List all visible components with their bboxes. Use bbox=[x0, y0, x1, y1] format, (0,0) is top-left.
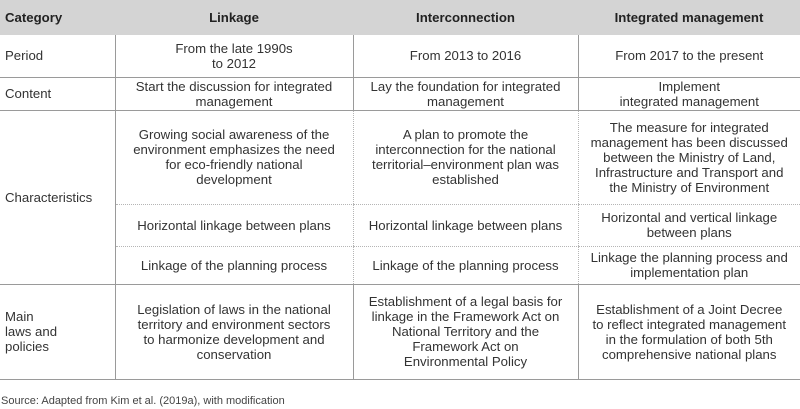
table-row bbox=[0, 77, 800, 110]
table-row bbox=[0, 284, 800, 379]
cell-content-interconnection: Lay the foundation for integrated management bbox=[353, 77, 578, 110]
header-interconnection: Interconnection bbox=[416, 10, 515, 25]
cell-period-integrated: From 2017 to the present bbox=[578, 35, 800, 77]
table-row bbox=[0, 204, 800, 246]
row-label-period: Period bbox=[0, 35, 115, 77]
cell-characteristics-interconnection: A plan to promote the interconnection for the national territorial–environment plan was established bbox=[353, 110, 578, 204]
cell-laws-interconnection: Establishment of a legal basis for linkage in the Framework Act on National Territory and the Framework Act on Environmental Policy bbox=[353, 284, 578, 379]
cell-characteristics-integrated: Horizontal and vertical linkage between plans bbox=[578, 204, 800, 246]
cell-characteristics-interconnection: Horizontal linkage between plans bbox=[353, 204, 578, 246]
header-integrated-management: Integrated management bbox=[614, 10, 764, 25]
header-linkage: Linkage bbox=[209, 10, 259, 25]
source-note: Source: Adapted from Kim et al. (2019a), with modification bbox=[1, 395, 285, 407]
cell-characteristics-interconnection: Linkage of the planning process bbox=[353, 246, 578, 284]
row-label-content: Content bbox=[0, 77, 115, 110]
header-row bbox=[0, 0, 800, 35]
header-category: Category bbox=[5, 10, 63, 25]
cell-content-integrated: Implement integrated management bbox=[578, 77, 800, 110]
row-label-laws: Main laws and policies bbox=[0, 284, 115, 379]
table-row bbox=[0, 246, 800, 284]
table-row bbox=[0, 35, 800, 77]
cell-period-interconnection: From 2013 to 2016 bbox=[353, 35, 578, 77]
cell-characteristics-linkage: Growing social awareness of the environment emphasizes the need for eco-friendly national development bbox=[115, 110, 353, 204]
cell-characteristics-linkage: Linkage of the planning process bbox=[115, 246, 353, 284]
cell-content-linkage: Start the discussion for integrated management bbox=[115, 77, 353, 110]
table-row bbox=[0, 110, 800, 204]
row-label-characteristics: Characteristics bbox=[0, 110, 115, 284]
cell-period-linkage: From the late 1990s to 2012 bbox=[115, 35, 353, 77]
cell-laws-integrated: Establishment of a Joint Decree to reflect integrated management in the formulation of both 5th comprehensive national plans bbox=[578, 284, 800, 379]
cell-laws-linkage: Legislation of laws in the national territory and environment sectors to harmonize development and conservation bbox=[115, 284, 353, 379]
cell-characteristics-integrated: Linkage the planning process and implementation plan bbox=[578, 246, 800, 284]
cell-characteristics-integrated: The measure for integrated management has been discussed between the Ministry of Land, Infrastructure and Transport and the Ministry of Environment bbox=[578, 110, 800, 204]
cell-characteristics-linkage: Horizontal linkage between plans bbox=[115, 204, 353, 246]
